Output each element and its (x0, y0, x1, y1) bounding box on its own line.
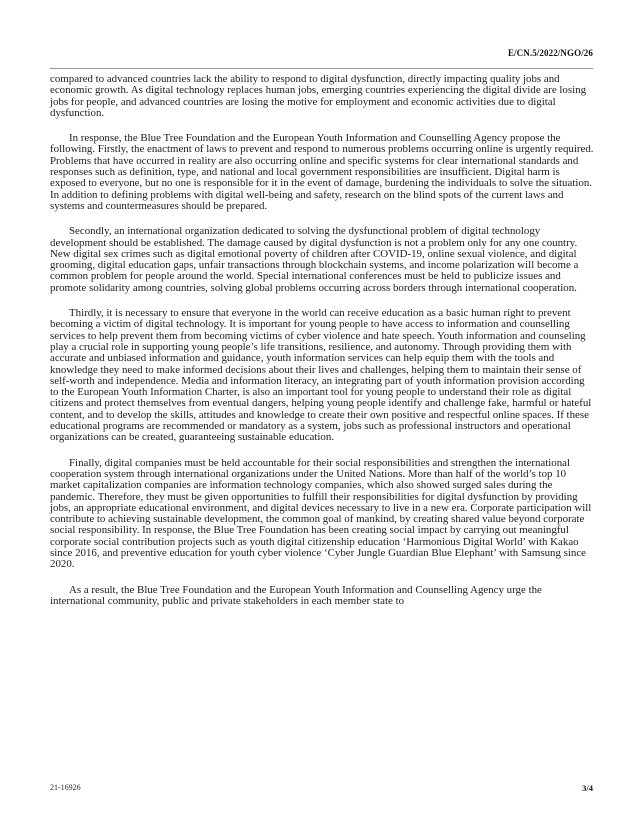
paragraph-thirdly: Thirdly, it is necessary to ensure that everyone in the world can receive education as a basic human right to prevent becoming a victim of digital technology. It is important for young people to have access to information and counselling services to help prevent them from becoming victims of cyber violence and hate speech. Youth information and counseling play a crucial role in supporting young people’s life transitions, resilience, and autonomy. Through providing them with accurate and unbiased information and guidance, youth information services can help equip them with the tools and knowledge they need to make informed decisions about their lives and challenges, helping them to maintain their sense of self-worth and independence. Media and information literacy, an integrating part of youth information provision according to the European Youth Information Charter, is also an important tool for young people to understand their role as digital citizens and protect themselves from eventual dangers, helping young people identify and challenge fake, harmful or hateful content, and to develop the skills, attitudes and knowledge to create their own positive and respectful online spaces. If these educational programs are recommended or mandatory as a system, jobs such as professional instructors and operational organizations can be created, guaranteeing sustainable education. (50, 307, 592, 444)
paragraph-continuation: compared to advanced countries lack the ability to respond to digital dysfunction, directly impacting quality jobs and economic growth. As digital technology replaces human jobs, emerging countries experiencing the digital divide are losing jobs for people, and advanced countries are losing the motive for employment and economic activities due to digital dysfunction. (50, 73, 587, 119)
document-body (50, 74, 595, 621)
paragraph-finally: Finally, digital companies must be held accountable for their social responsibilities and strengthen the international cooperation system through international organizations under the United Nations. More than half of the world’s top 10 market capitalization companies are information technology companies, which also showed surged sales during the pandemic. Therefore, they must be given opportunities to fulfill their responsibilities for digital dysfunction by providing jobs, an appropriate educational environment, and digital devices necessary to live in a new era. Corporate participation will contribute to achieving sustainable development, the common goal of mankind, by creating shared value beyond corporate social responsibility. In response, the Blue Tree Foundation has been creating social impact by carrying out meaningful corporate social contribution projects such as youth digital citizenship education ‘Harmonious Digital World’ with Kakao since 2016, and preventive education for youth cyber violence ‘Cyber Jungle Guardian Blue Elephant’ with Samsung since 2020. (50, 456, 592, 571)
footer-page-number: 3/4 (582, 783, 593, 793)
paragraph-as-a-result: As a result, the Blue Tree Foundation and the European Youth Information and Counselling Agency urge the international community, public and private stakeholders in each member state to (50, 583, 542, 607)
paragraph-in-response: In response, the Blue Tree Foundation and the European Youth Information and Counselling Agency propose the following. Firstly, the enactment of laws to prevent and respond to numerous problems occurring online is urgently required. Problems that have occurred in reality are also occurring online and specific systems for clear international standards and responses such as definition, type, and national and local government responsibilities are insufficient. Digital harm is exposed to everyone, but no one is responsible for it in the event of damage, burdening the individuals to solve the situation. In addition to defining problems with digital well-being and safety, research on the blind spots of the current laws and systems and countermeasures should be prepared. (50, 132, 594, 212)
paragraph-secondly: Secondly, an international organization dedicated to solving the dysfunctional problem of digital technology development should be established. The damage caused by digital dysfunction is not a problem only for any one country. New digital sex crimes such as digital emotional poverty of children after COVID-19, online sexual violence, and digital grooming, digital education gaps, unfair transactions through blockchain systems, and income polarization will become a common problem for people around the world. Special international conferences must be held to publicize issues and promote solidarity among countries, solving global problems occurring across borders through international cooperation. (50, 225, 579, 294)
document-symbol: E/CN.5/2022/NGO/26 (507, 48, 593, 58)
footer-job-number: 21-16926 (50, 783, 81, 792)
header-rule (50, 68, 593, 69)
